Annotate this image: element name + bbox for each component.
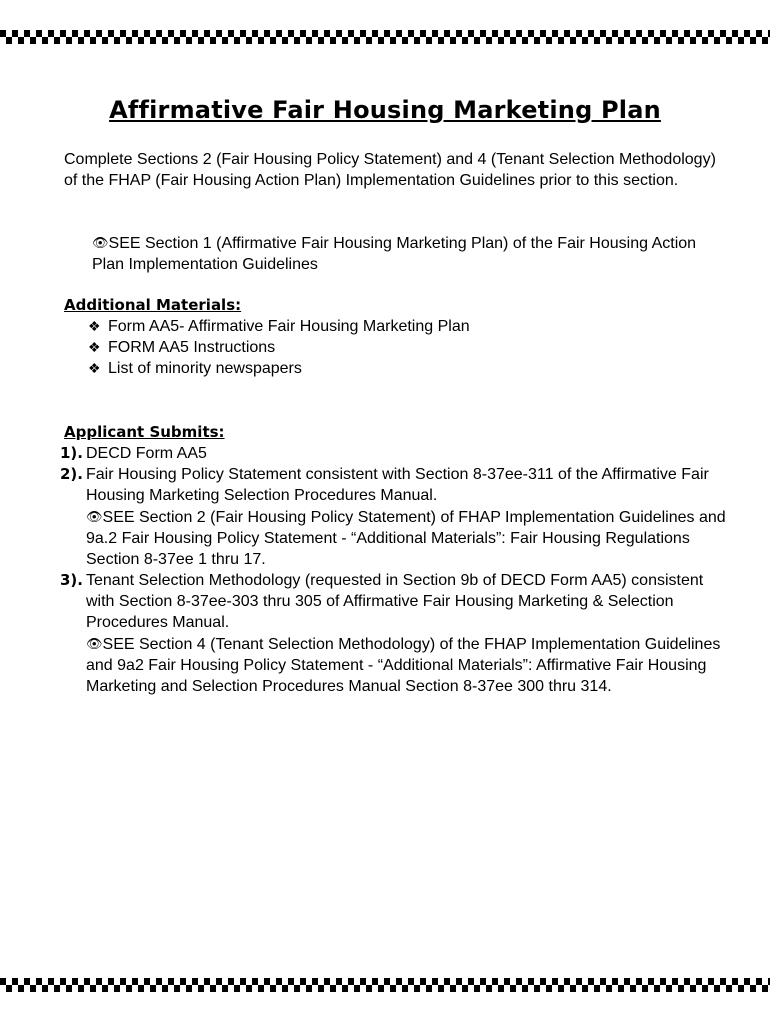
submit-item: [60, 570, 729, 697]
page-title: Affirmative Fair Housing Marketing Plan: [109, 96, 661, 124]
list-item-text: FORM AA5 Instructions: [108, 339, 276, 356]
materials-list: [64, 316, 724, 379]
submit-item-see-note: [86, 506, 729, 570]
applicant-submits-heading: Applicant Submits:: [64, 423, 225, 441]
eye-icon: 👁: [86, 636, 103, 651]
list-item-text: List of minority newspapers: [108, 360, 302, 377]
submit-item-see-text: SEE Section 2 (Fair Housing Policy Statement) of FHAP Implementation Guidelines and 9a.2 Fair Housing Policy Statement - “Additional Materials”: Fair Housing Regulations Section 8-37ee 1 thru 17.: [86, 509, 726, 568]
submit-item-number: 3).: [60, 571, 83, 589]
submit-item-number: 1).: [60, 444, 83, 462]
submit-item-number: 2).: [60, 465, 83, 483]
diamond-bullet-icon: ❖: [88, 339, 101, 355]
submit-item: [60, 443, 729, 464]
list-item: [88, 316, 724, 337]
submit-item: [60, 464, 729, 570]
additional-materials-section: [64, 295, 724, 379]
submit-item-text: Tenant Selection Methodology (requested in Section 9b of DECD Form AA5) consistent with Section 8-37ee-303 thru 305 of Affirmative Fair Housing Marketing & Selection Procedures Manual.: [86, 572, 704, 631]
top-checkered-border: [0, 30, 770, 44]
list-item: [88, 358, 724, 379]
list-item-text: Form AA5- Affirmative Fair Housing Marketing Plan: [108, 318, 470, 335]
intro-paragraph: Complete Sections 2 (Fair Housing Policy Statement) and 4 (Tenant Selection Methodology) of the FHAP (Fair Housing Action Plan) Implementation Guidelines prior to this section.: [64, 151, 716, 189]
bottom-checkered-border: [0, 978, 770, 992]
diamond-bullet-icon: ❖: [88, 360, 101, 376]
diamond-bullet-icon: ❖: [88, 318, 101, 334]
submit-item-see-text: SEE Section 4 (Tenant Selection Methodology) of the FHAP Implementation Guidelines and 9a2 Fair Housing Policy Statement - “Additional Materials”: Affirmative Fair Housing Marketing and Selection Procedures Manual Section 8-37ee 300 thru 314.: [86, 636, 721, 695]
see-note: [92, 232, 732, 275]
additional-materials-heading: Additional Materials:: [64, 296, 242, 314]
see-note-text: SEE Section 1 (Affirmative Fair Housing Marketing Plan) of the Fair Housing Action Plan Implementation Guidelines: [92, 235, 697, 273]
submit-item-text: DECD Form AA5: [86, 445, 207, 462]
eye-icon: 👁: [86, 509, 103, 524]
eye-icon: 👁: [92, 235, 109, 250]
submit-item-see-note: [86, 633, 729, 697]
list-item: [88, 337, 724, 358]
submit-item-text: Fair Housing Policy Statement consistent with Section 8-37ee-311 of the Affirmative Fair Housing Marketing Selection Procedures Manual.: [86, 466, 709, 504]
applicant-submits-section: [60, 422, 729, 697]
